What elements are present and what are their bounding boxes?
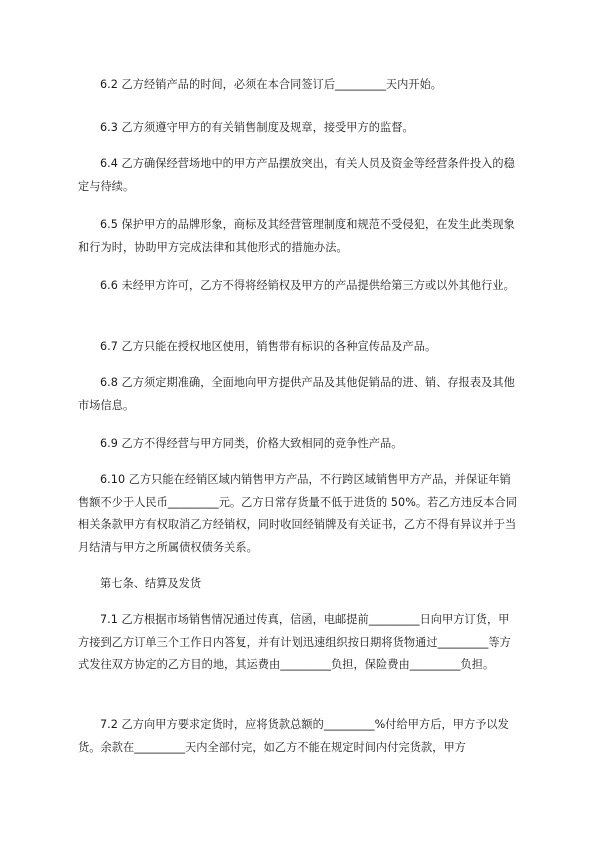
clause-6-8: 6.8 乙方须定期准确，全面地向甲方提供产品及其他促销品的进、销、存报表及其他市场信息。 [78, 376, 515, 412]
clause-6-9: 6.9 乙方不得经营与甲方同类，价格大致相同的竞争性产品。 [100, 437, 403, 450]
clause-6-5: 6.5 保护甲方的品牌形象，商标及其经营管理制度和规范不受侵犯，在发生此类现象和行为时，协助甲方完成法律和其他形式的措施办法。 [78, 218, 515, 254]
clause-6-2: 6.2 乙方经销产品的时间，必须在本合同签订后_________天内开始。 [100, 78, 443, 91]
clause-7-1: 7.1 乙方根据市场销售情况通过传真，信函，电邮提前_________日向甲方订货，甲方接到乙方订单三个工作日内答复，并有计划迅速组织按日期将货物通过_________等方式发往双方协定的乙方目的地，其运费由_________负担，保险费由_________负担。 [78, 613, 511, 671]
clause-6-7: 6.7 乙方只能在授权地区使用，销售带有标识的各种宣传品及产品。 [100, 340, 437, 353]
clause-6-10: 6.10 乙方只能在经销区域内销售甲方产品，不行跨区域销售甲方产品，并保证年销售额不少于人民币_________元。乙方日常存货量不低于进货的 50%。若乙方违反本合同相关条款甲方有权取消乙方经销权，同时收回经销牌及有关证书，乙方不得有异议并于当月结清与甲方之所属债权债务关系。 [78, 473, 518, 554]
clause-6-4: 6.4 乙方确保经营场地中的甲方产品摆放突出，有关人员及资金等经营条件投入的稳定与待续。 [78, 157, 515, 193]
clause-6-6: 6.6 未经甲方许可，乙方不得将经销权及甲方的产品提供给第三方或以外其他行业。 [100, 279, 515, 292]
clause-7-2: 7.2 乙方向甲方要求定货时，应将货款总额的_________%付给甲方后，甲方予以发货。余款在_________天内全部付完，如乙方不能在规定时间内付完货款，甲方 [78, 718, 509, 754]
section-heading-7: 第七条、结算及发货 [100, 577, 202, 590]
clause-6-3: 6.3 乙方须遵守甲方的有关销售制度及规章，接受甲方的监督。 [100, 121, 414, 134]
